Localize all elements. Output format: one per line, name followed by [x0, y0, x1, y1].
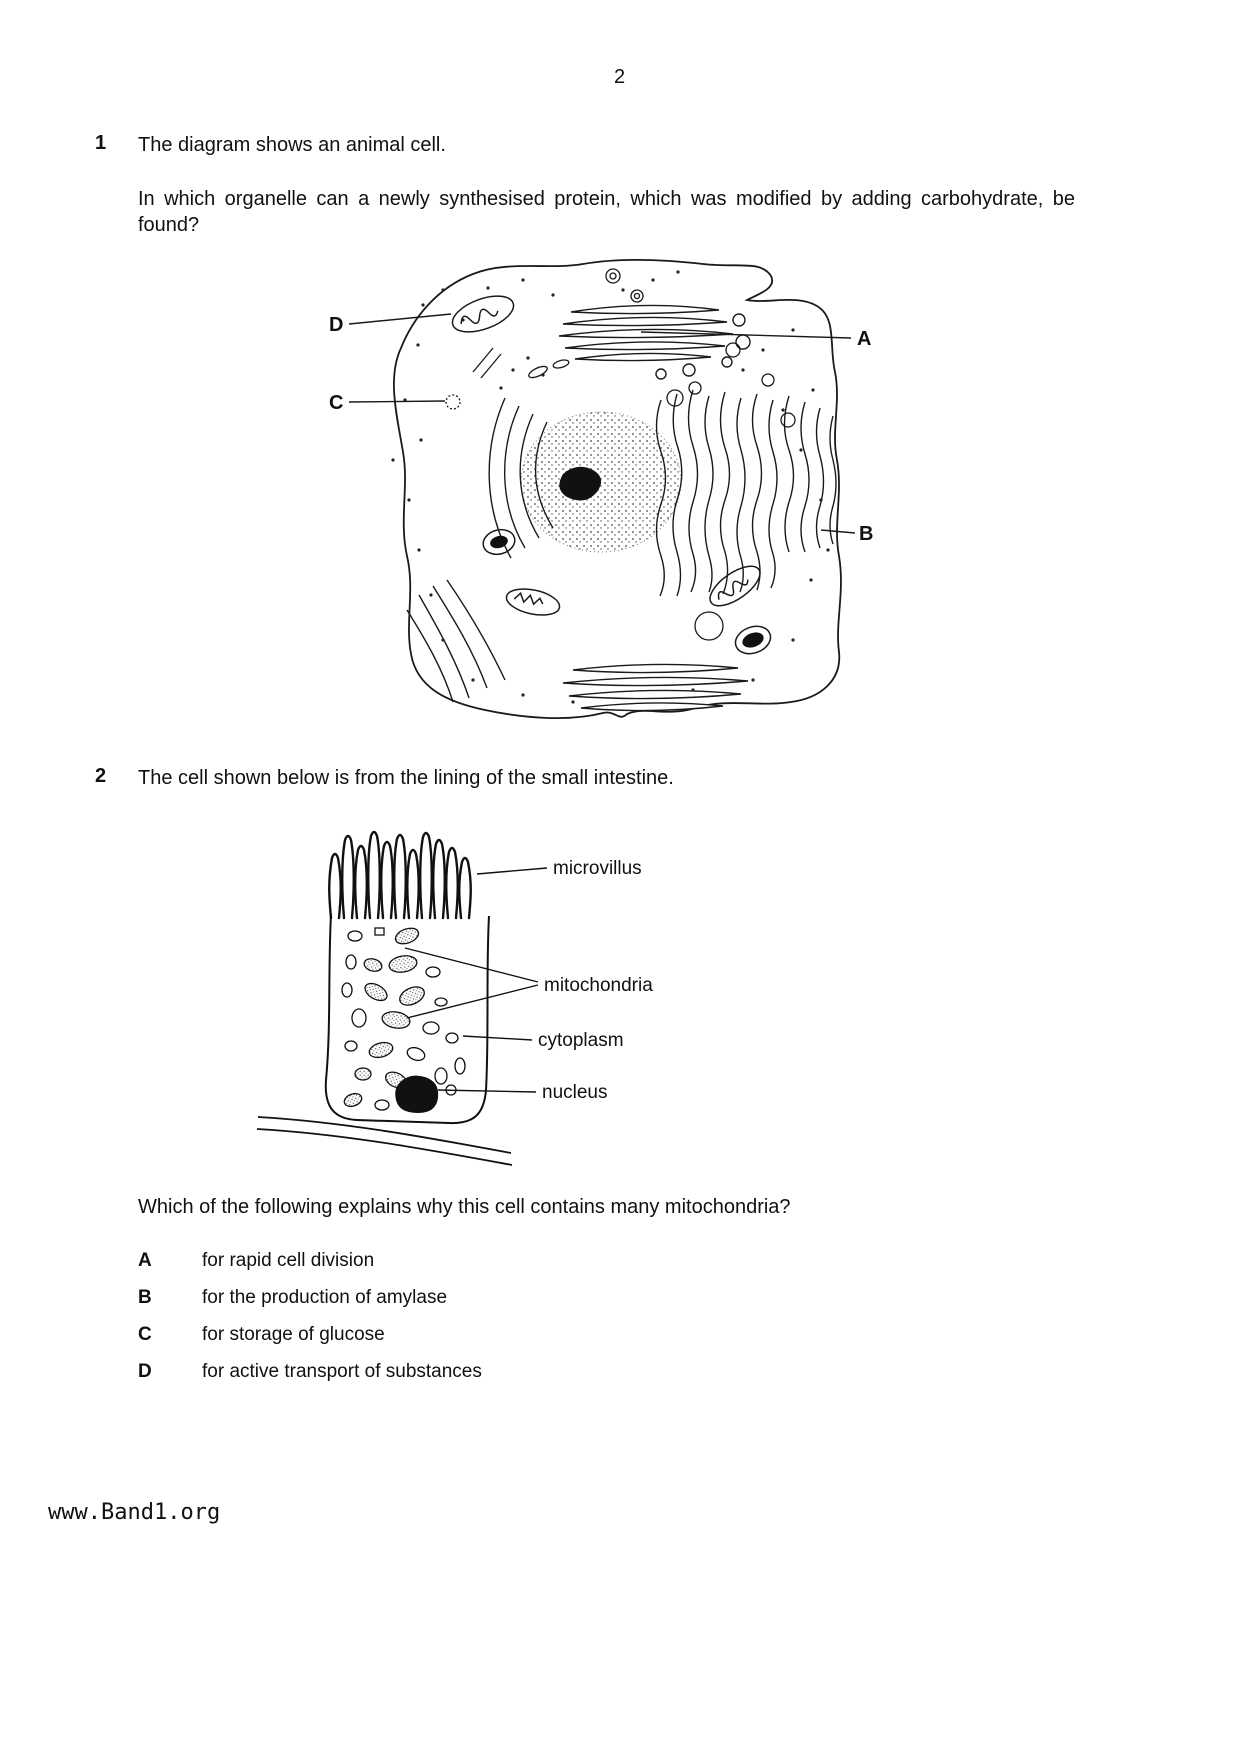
footer-url: www.Band1.org: [48, 1500, 221, 1525]
label-mitochondria: mitochondria: [544, 975, 653, 996]
label-b: B: [859, 523, 874, 545]
microvilli: [329, 832, 471, 918]
option-a: [138, 1250, 482, 1272]
golgi-apparatus: [559, 305, 750, 379]
question-1-number: 1: [95, 132, 107, 154]
mitochondrion-bottom: [504, 585, 562, 620]
option-b-letter: B: [138, 1287, 152, 1308]
cell-nucleus: [395, 1076, 438, 1113]
mitochondrion-top-left: [448, 289, 518, 339]
intestinal-cell-svg: [255, 822, 695, 1167]
basal-lamina: [257, 1117, 512, 1165]
option-d: [138, 1361, 482, 1383]
question-2-text: Which of the following explains why this cell contains many mitochondria?: [138, 1196, 791, 1218]
question-1: [95, 132, 1075, 238]
question-2-intro: The cell shown below is from the lining of the small intestine.: [138, 767, 674, 789]
answer-options: [138, 1250, 482, 1398]
option-d-text: for active transport of substances: [202, 1361, 482, 1382]
question-2-number: 2: [95, 765, 107, 787]
leader-lines-2: [405, 868, 547, 1092]
option-a-letter: A: [138, 1250, 152, 1271]
question-2: [95, 765, 1075, 819]
option-b: [138, 1287, 482, 1309]
option-c-text: for storage of glucose: [202, 1324, 385, 1345]
question-1-body: [138, 132, 1075, 238]
intestinal-cell-diagram: [255, 822, 695, 1167]
label-a: A: [857, 328, 872, 350]
label-microvillus: microvillus: [553, 858, 642, 879]
lysosome-right: [732, 622, 775, 659]
question-2-body: [138, 765, 1075, 791]
label-c: C: [329, 392, 344, 414]
label-d: D: [329, 314, 344, 336]
label-cytoplasm: cytoplasm: [538, 1030, 624, 1051]
er-strands-bottom-left: [407, 580, 505, 702]
animal-cell-svg: [323, 250, 883, 735]
centriole: [446, 348, 501, 409]
option-a-text: for rapid cell division: [202, 1250, 375, 1271]
option-d-letter: D: [138, 1361, 152, 1382]
endoplasmic-reticulum-right: [657, 390, 837, 596]
animal-cell-diagram: [323, 250, 883, 735]
question-1-intro: The diagram shows an animal cell.: [138, 134, 446, 156]
mitochondrion-right: [704, 559, 766, 614]
option-b-text: for the production of amylase: [202, 1287, 448, 1308]
option-c-letter: C: [138, 1324, 152, 1345]
question-1-text: In which organelle can a newly synthesised protein, which was modified by adding carbohydrate, be found?: [138, 188, 1075, 236]
page-number: 2: [613, 66, 626, 88]
option-c: [138, 1324, 482, 1346]
label-nucleus: nucleus: [542, 1082, 608, 1103]
